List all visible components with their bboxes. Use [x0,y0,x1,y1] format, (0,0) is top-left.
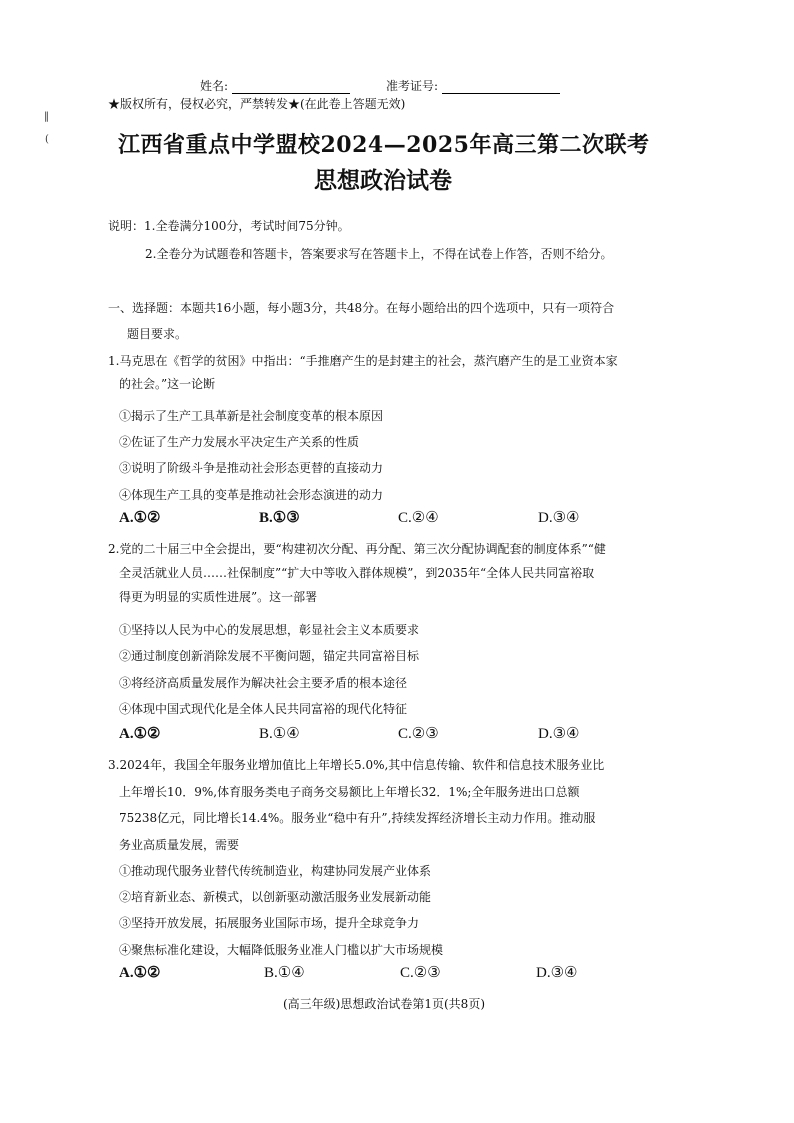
question-3-item: ③坚持开放发展，拓展服务业国际市场，提升全球竞争力 [119,916,420,930]
question-2-stem: 全灵活就业人员……社保制度”“扩大中等收入群体规模”，到2035年“全体人民共同富裕取 [119,566,595,580]
question-3-option-a[interactable]: A.①② [119,965,161,981]
question-1-stem: 的社会。”这一论断 [119,377,216,391]
question-2-option-b[interactable]: B.①④ [259,726,300,742]
question-2-option-a[interactable]: A.①② [119,726,161,742]
section-heading: 一、选择题：本题共16小题，每小题3分，共48分。在每小题给出的四个选项中，只有一项符合 [108,301,615,315]
question-3-option-b[interactable]: B.①④ [264,965,305,981]
section-heading-cont: 题目要求。 [127,327,188,341]
binding-mark: ( [45,134,49,145]
question-2-item: ②通过制度创新消除发展不平衡问题，锚定共同富裕目标 [119,649,420,663]
question-3-stem: 上年增长10．9%,体育服务类电子商务交易额比上年增长32．1%;全年服务进出口总额 [119,785,580,799]
question-2-option-d[interactable]: D.③④ [538,726,580,742]
name-blank[interactable] [232,81,350,94]
question-1-option-b[interactable]: B.①③ [259,510,300,526]
question-2-item: ①坚持以人民为中心的发展思想，彰显社会主义本质要求 [119,623,420,637]
question-2-option-c[interactable]: C.②③ [398,726,439,742]
copyright-notice: ★版权所有，侵权必究，严禁转发★(在此卷上答题无效) [108,97,406,111]
question-2-item: ④体现中国式现代化是全体人民共同富裕的现代化特征 [119,702,408,716]
question-3-stem: 75238亿元，同比增长14.4%。服务业“稳中有升”,持续发挥经济增长主动力作用。推动服 [119,811,596,825]
question-3-option-d[interactable]: D.③④ [536,965,578,981]
question-3-item: ④聚焦标准化建设，大幅降低服务业准人门槛以扩大市场规模 [119,943,444,957]
question-3-stem: 3.2024年，我国全年服务业增加值比上年增长5.0%,其中信息传输、软件和信息技术服务业比 [108,758,605,772]
question-2-stem: 得更为明显的实质性进展”。这一部署 [119,590,318,604]
exam-number-field[interactable] [386,77,560,94]
instruction-note: 说明：1.全卷满分100分，考试时间75分钟。 [108,219,350,233]
exam-subtitle: 思想政治试卷 [314,167,452,194]
question-1-option-d[interactable]: D.③④ [538,510,580,526]
question-1-item: ④体现生产工具的变革是推动社会形态演进的动力 [119,488,384,502]
question-3-item: ①推动现代服务业替代传统制造业，构建协同发展产业体系 [119,864,432,878]
question-2-stem: 2.党的二十届三中全会提出，要“构建初次分配、再分配、第三次分配协调配套的制度体系”“健 [108,542,606,556]
question-1-option-c[interactable]: C.②④ [398,510,439,526]
name-field[interactable] [200,77,350,94]
exam-title: 江西省重点中学盟校2024—2025年高三第二次联考 [118,132,650,158]
exam-number-label: 准考证号: [386,79,439,93]
exam-number-blank[interactable] [442,81,560,94]
question-1-item: ②佐证了生产力发展水平决定生产关系的性质 [119,435,360,449]
question-1-item: ③说明了阶级斗争是推动社会形态更替的直接动力 [119,461,384,475]
question-1-stem: 1.马克思在《哲学的贫困》中指出：“手推磨产生的是封建主的社会，蒸汽磨产生的是工业资本家 [108,354,618,368]
name-label: 姓名: [200,79,229,93]
question-3-option-c[interactable]: C.②③ [400,965,441,981]
question-1-item: ①揭示了生产工具革新是社会制度变革的根本原因 [119,409,384,423]
question-1-option-a[interactable]: A.①② [119,510,161,526]
question-3-item: ②培育新业态、新模式，以创新驱动激活服务业发展新动能 [119,890,432,904]
instruction-note: 2.全卷分为试题卷和答题卡，答案要求写在答题卡上，不得在试卷上作答，否则不给分。 [145,247,613,261]
page-footer: (高三年级)思想政治试卷第1页(共8页) [283,997,485,1011]
binding-mark: ‖ [44,111,49,122]
question-2-item: ③将经济高质量发展作为解决社会主要矛盾的根本途径 [119,676,408,690]
question-3-stem: 务业高质量发展，需要 [119,838,240,852]
